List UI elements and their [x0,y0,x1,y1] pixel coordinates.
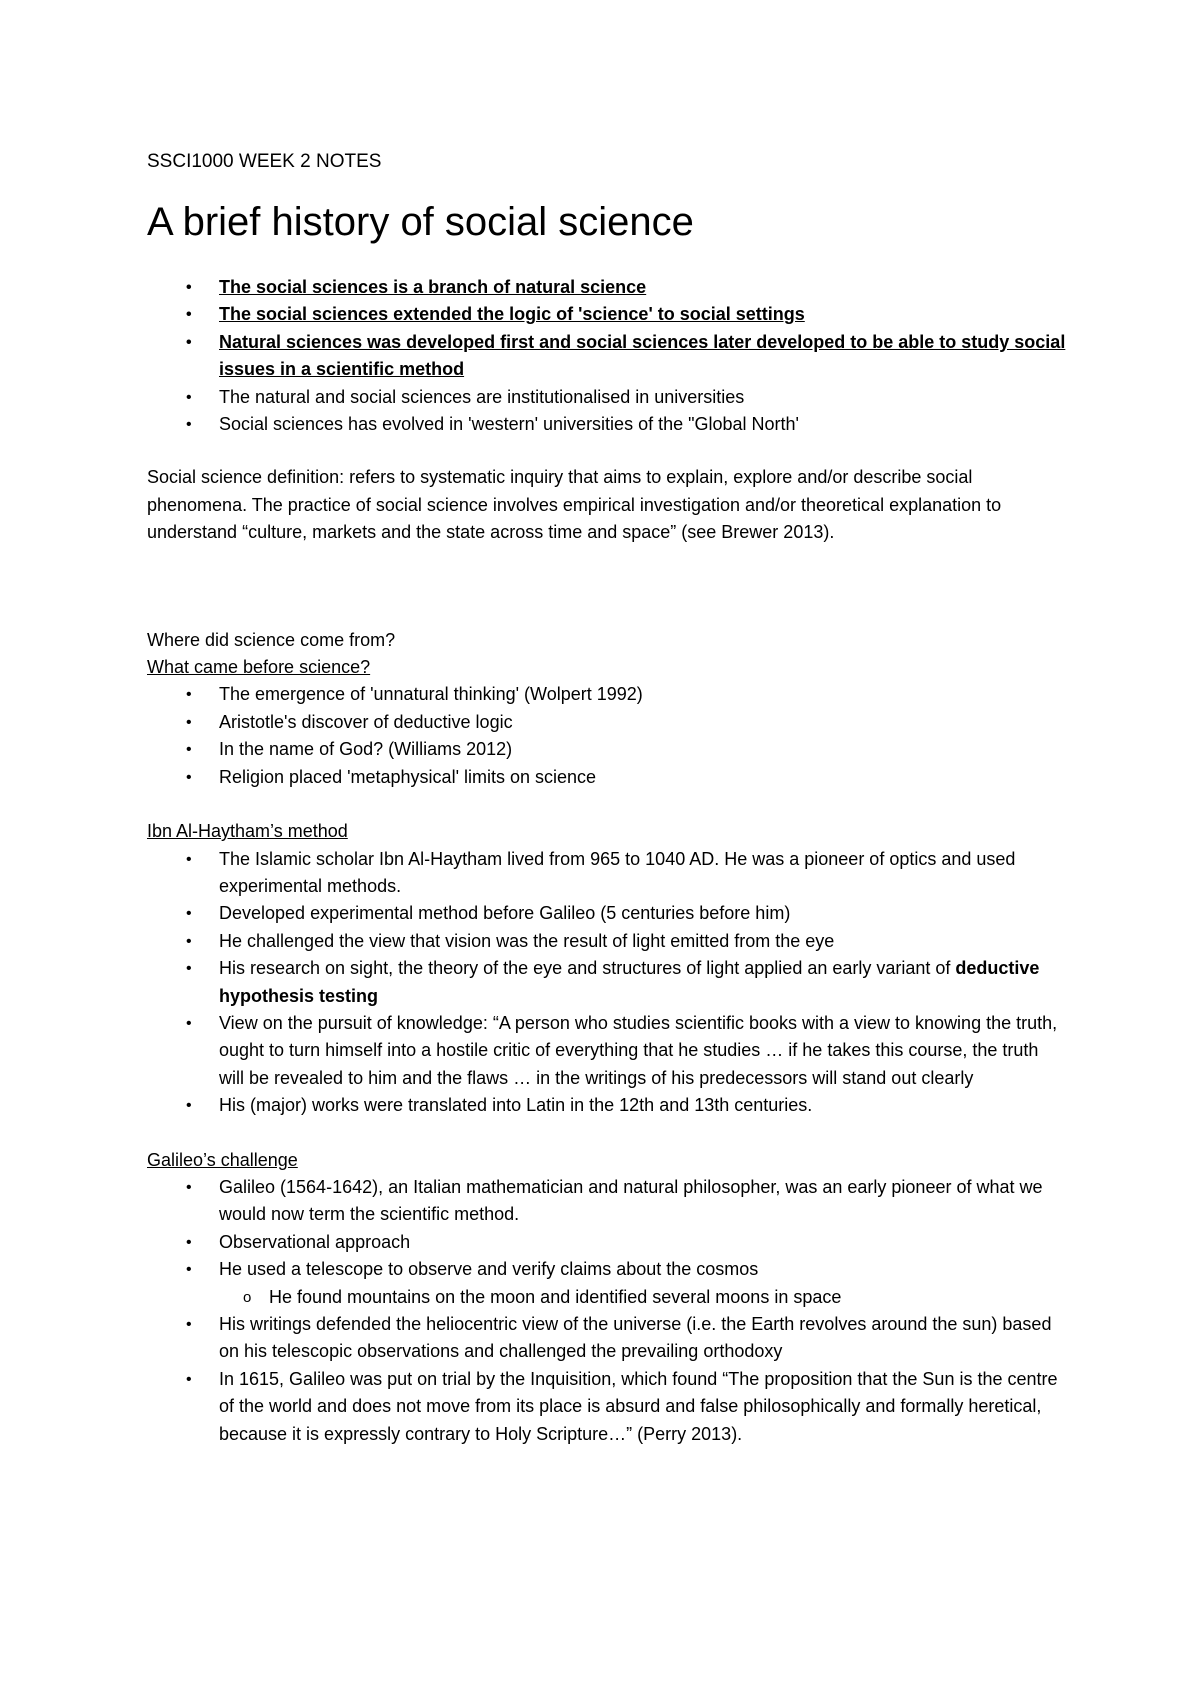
bullet-icon: • [186,768,192,786]
bullet-icon: • [186,1233,192,1251]
bullet-icon: • [186,388,192,406]
list-item: • Galileo (1564-1642), an Italian mathematician and natural philosopher, was an early pioneer of what we would now term the scientific method. [147,1174,1067,1229]
list-item: • He challenged the view that vision was the result of light emitted from the eye [147,928,1067,955]
origins-heading: What came before science? [147,657,371,678]
list-item: • His (major) works were translated into Latin in the 12th and 13th centuries. [147,1092,1067,1119]
intro-bullet-list [147,274,1067,438]
bullet-icon: • [186,905,192,923]
bullet-icon: • [186,932,192,950]
list-item: • View on the pursuit of knowledge: “A person who studies scientific books with a view to knowing the truth, ought to turn himself into a hostile critic of everything that he studies … if he takes this course, the truth will be revealed to him and the flaws … in the writings of his predecessors will stand out clearly [147,1010,1067,1092]
definition-paragraph: Social science definition: refers to systematic inquiry that aims to explain, explore and/or describe social phenomena. The practice of social science involves empirical investigation and/or theoretical explanation to understand “culture, markets and the state across time and space” (see Brewer 2013). [147,467,1002,543]
list-item: o He found mountains on the moon and identified several moons in space [147,1284,1067,1311]
list-item: • The natural and social sciences are institutionalised in universities [147,384,1067,411]
list-item: • The emergence of 'unnatural thinking' (Wolpert 1992) [147,681,1067,708]
list-item: • The Islamic scholar Ibn Al-Haytham lived from 965 to 1040 AD. He was a pioneer of optics and used experimental methods. [147,846,1067,901]
galileo-bullet-list [147,1174,1067,1284]
list-item: • He used a telescope to observe and verify claims about the cosmos [147,1256,1067,1283]
bullet-icon: • [186,416,192,434]
list-item: • His research on sight, the theory of the eye and structures of light applied an early variant of deductive hypothesis testing [147,955,1067,1010]
bullet-icon: • [186,741,192,759]
list-item: • Natural sciences was developed first and social sciences later developed to be able to study social issues in a scientific method [147,329,1067,384]
page-title: A brief history of social science [147,200,694,244]
bullet-icon: • [186,850,192,868]
list-item: • Aristotle's discover of deductive logic [147,709,1067,736]
list-item: • His writings defended the heliocentric view of the universe (i.e. the Earth revolves around the sun) based on his telescopic observations and challenged the prevailing orthodoxy [147,1311,1067,1366]
ibn-bullet-list [147,846,1067,1120]
list-item: • Social sciences has evolved in 'western' universities of the "Global North' [147,411,1067,438]
bullet-icon: • [186,960,192,978]
bullet-icon: • [186,713,192,731]
bullet-icon: • [186,279,192,296]
galileo-sub-list [147,1284,1067,1311]
bullet-icon: • [186,1316,192,1333]
list-item: • In the name of God? (Williams 2012) [147,736,1067,763]
bullet-icon: • [186,1370,192,1388]
list-item: • The social sciences is a branch of natural science [147,274,1067,301]
list-item: • Developed experimental method before Galileo (5 centuries before him) [147,900,1067,927]
bold-term: deductive hypothesis testing [219,958,1040,1006]
galileo-bullet-list-continued [147,1311,1067,1448]
course-heading: SSCI1000 WEEK 2 NOTES [147,151,382,172]
document-content [147,148,1067,1448]
origins-bullet-list [147,681,1067,791]
bullet-icon: • [186,306,192,324]
list-item: • Religion placed 'metaphysical' limits on science [147,764,1067,791]
list-item: • Observational approach [147,1229,1067,1256]
bullet-icon: • [186,1261,192,1279]
list-item: • The social sciences extended the logic of 'science' to social settings [147,301,1067,328]
list-item: • In 1615, Galileo was put on trial by the Inquisition, which found “The proposition that the Sun is the centre of the world and does not move from its place is absurd and false philosophically and formally heretical, because it is expressly contrary to Holy Scripture…” (Perry 2013). [147,1366,1067,1448]
bullet-icon: • [186,1014,192,1032]
bullet-icon: • [186,686,192,704]
ibn-heading: Ibn Al-Haytham’s method [147,821,348,842]
circle-bullet-icon: o [243,1288,252,1306]
bullet-icon: • [186,1178,192,1196]
bullet-icon: • [186,333,192,351]
bullet-icon: • [186,1097,192,1115]
galileo-heading: Galileo’s challenge [147,1149,298,1170]
origins-question: Where did science come from? [147,629,396,650]
